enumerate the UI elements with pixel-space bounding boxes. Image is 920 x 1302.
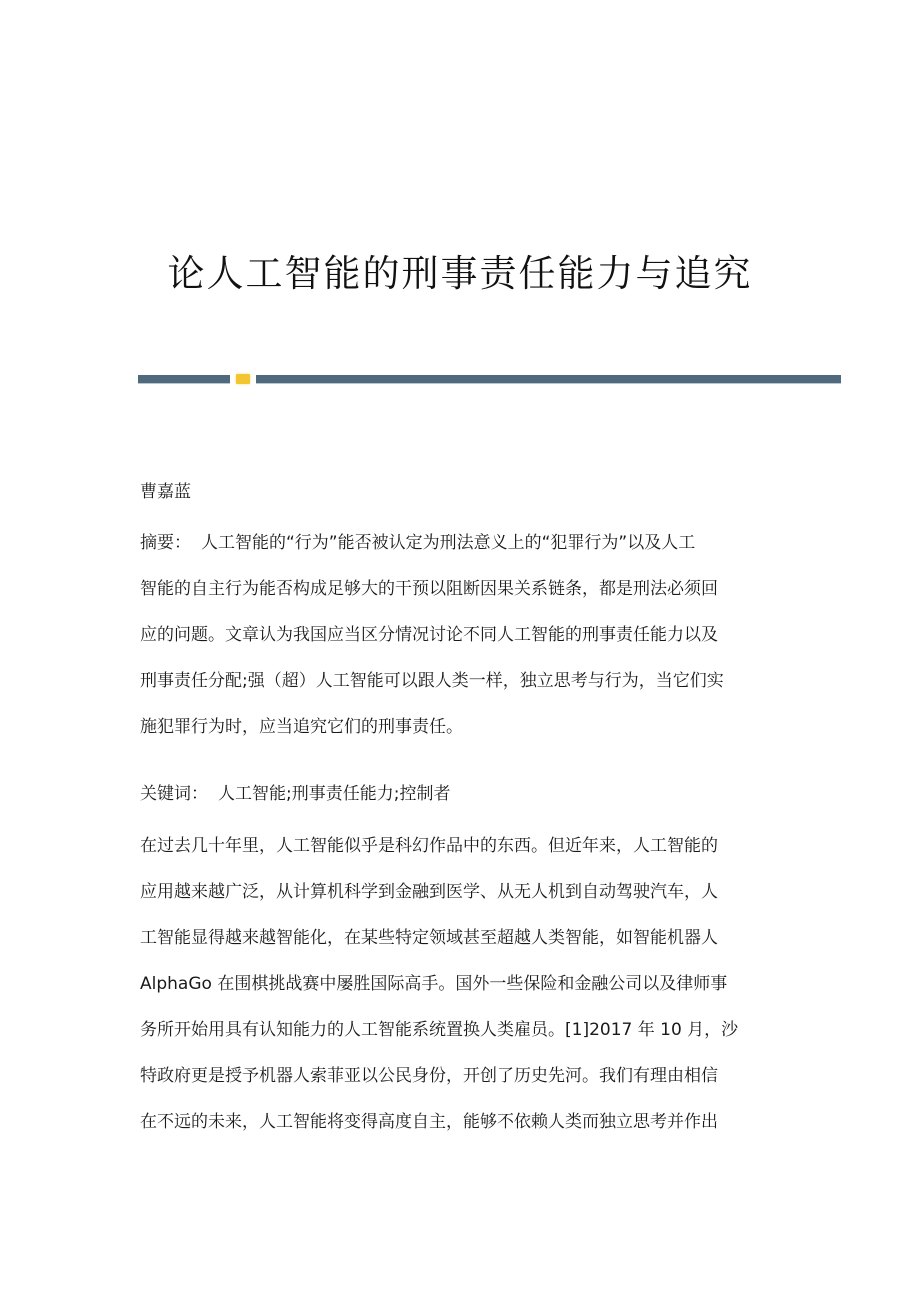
- divider-bar-right: [256, 375, 841, 384]
- abstract-line-4: 刑事责任分配;强（超）人工智能可以跟人类一样，独立思考与行为，当它们实: [140, 671, 724, 691]
- body-line-1: 在过去几十年里，人工智能似乎是科幻作品中的东西。但近年来，人工智能的: [140, 836, 718, 856]
- abstract-line-5: 施犯罪行为时，应当追究它们的刑事责任。: [140, 717, 463, 737]
- author-name: 曹嘉蓝: [140, 482, 191, 502]
- divider-bar-left: [138, 375, 230, 384]
- body-line-4: AlphaGo 在围棋挑战赛中屡胜国际高手。国外一些保险和金融公司以及律师事: [140, 974, 728, 994]
- abstract-line-2: 智能的自主行为能否构成足够大的干预以阻断因果关系链条，都是刑法必须回: [140, 579, 718, 599]
- keywords-value: 人工智能;刑事责任能力;控制者: [218, 784, 451, 804]
- abstract-label: 摘要：: [140, 533, 191, 553]
- abstract-line-3: 应的问题。文章认为我国应当区分情况讨论不同人工智能的刑事责任能力以及: [140, 625, 718, 645]
- keywords-section: [140, 771, 790, 817]
- body-line-5: 务所开始用具有认知能力的人工智能系统置换人类雇员。[1]2017 年 10 月，沙: [140, 1020, 739, 1040]
- divider-ornament-icon: [236, 374, 250, 384]
- abstract-section: [140, 520, 790, 750]
- body-paragraph: [140, 823, 790, 1145]
- body-line-3: 工智能显得越来越智能化，在某些特定领域甚至超越人类智能，如智能机器人: [140, 928, 718, 948]
- body-line-7: 在不远的未来，人工智能将变得高度自主，能够不依赖人类而独立思考并作出: [140, 1112, 718, 1132]
- document-title: 论人工智能的刑事责任能力与追究: [167, 251, 753, 295]
- abstract-text: 人工智能的“行为”能否被认定为刑法意义上的“犯罪行为”以及人工: [201, 533, 696, 553]
- body-line-6: 特政府更是授予机器人索菲亚以公民身份，开创了历史先河。我们有理由相信: [140, 1066, 718, 1086]
- abstract-line-1: [140, 520, 790, 566]
- body-line-2: 应用越来越广泛，从计算机科学到金融到医学、从无人机到自动驾驶汽车，人: [140, 882, 718, 902]
- keywords-label: 关键词：: [140, 784, 208, 804]
- title-divider: [138, 375, 841, 384]
